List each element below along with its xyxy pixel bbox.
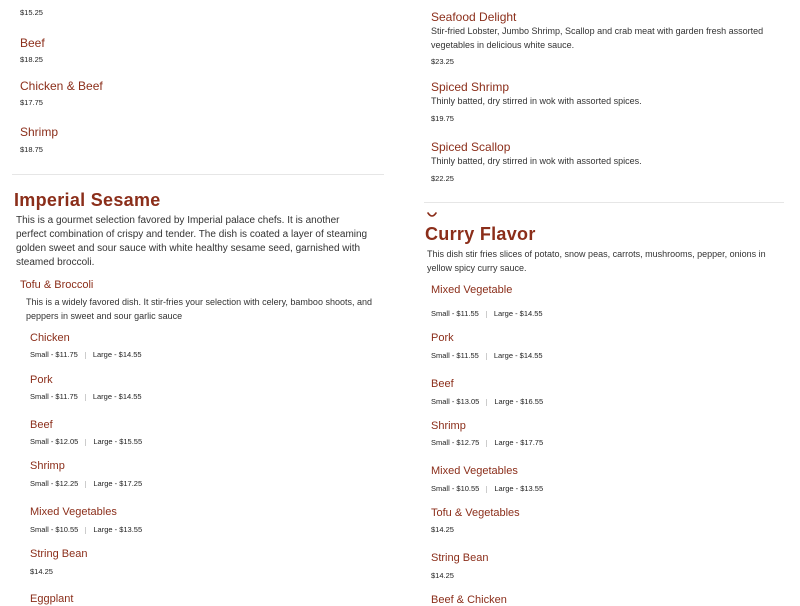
size-prices (30, 525, 142, 534)
price-separator (85, 439, 86, 446)
menu-item-string-bean[interactable]: String Bean (431, 552, 489, 564)
small-price[interactable]: Small - $12.05 (30, 437, 79, 446)
large-price[interactable]: Large - $17.75 (494, 438, 544, 447)
section-description: This is a gourmet selection favored by Imperial palace chefs. It is another perfect combination of crispy and tender. The dish is coated a layer of steaming golden sweet and sour sauce with white healthy sesame seed, garnished with steamed broccoli. (16, 215, 368, 268)
small-price[interactable]: Small - $12.75 (431, 438, 480, 447)
price-separator (486, 311, 487, 318)
small-price[interactable]: Small - $10.55 (431, 484, 480, 493)
large-price[interactable]: Large - $17.25 (93, 479, 143, 488)
price-separator (85, 527, 86, 534)
small-price[interactable]: Small - $10.55 (30, 525, 79, 534)
subsection-title: Tofu & Broccoli (20, 279, 94, 291)
price-separator (486, 486, 487, 493)
item-price: $14.25 (431, 571, 454, 580)
large-price[interactable]: Large - $14.55 (493, 309, 543, 318)
item-price: $14.25 (30, 567, 53, 576)
size-prices (431, 397, 543, 406)
section-title: Imperial Sesame (14, 190, 161, 210)
menu-item-spiced-scallop[interactable]: Spiced Scallop (431, 140, 511, 154)
large-price[interactable]: Large - $13.55 (93, 525, 143, 534)
item-price: $22.25 (431, 174, 454, 183)
menu-item-shrimp[interactable]: Shrimp (431, 420, 466, 432)
small-price[interactable]: Small - $11.75 (30, 392, 78, 401)
menu-item-spiced-shrimp[interactable]: Spiced Shrimp (431, 80, 510, 94)
menu-item-pork[interactable]: Pork (431, 332, 454, 344)
bowl-icon (427, 212, 437, 218)
menu-item-beef[interactable]: Beef (20, 36, 45, 50)
size-prices (30, 392, 142, 401)
item-price: $15.25 (20, 8, 43, 17)
item-price: $14.25 (431, 525, 454, 534)
menu-item-beef[interactable]: Beef (431, 378, 454, 390)
section-divider (424, 202, 784, 203)
size-prices (30, 350, 142, 359)
menu-item-seafood-delight[interactable]: Seafood Delight (431, 10, 517, 24)
large-price[interactable]: Large - $14.55 (92, 392, 142, 401)
size-prices (431, 484, 543, 493)
menu-item-chicken[interactable]: Chicken (30, 332, 70, 344)
section-description: This dish stir fries slices of potato, snow peas, carrots, mushrooms, pepper, onions in yellow spicy curry sauce. (427, 249, 766, 273)
menu-item-beef-chicken[interactable]: Beef & Chicken (431, 594, 507, 606)
menu-item-shrimp[interactable]: Shrimp (30, 460, 65, 472)
small-price[interactable]: Small - $11.55 (431, 351, 479, 360)
price-separator (85, 481, 86, 488)
size-prices (431, 438, 543, 447)
price-separator (486, 399, 487, 406)
size-prices (431, 309, 543, 318)
item-price: $18.75 (20, 145, 43, 154)
large-price[interactable]: Large - $14.55 (92, 350, 142, 359)
item-price: $19.75 (431, 114, 454, 123)
large-price[interactable]: Large - $15.55 (93, 437, 143, 446)
price-separator (85, 352, 86, 359)
price-separator (486, 440, 487, 447)
small-price[interactable]: Small - $11.75 (30, 350, 78, 359)
price-separator (486, 353, 487, 360)
size-prices (30, 437, 142, 446)
item-description: Thinly batted, dry stirred in wok with assorted spices. (431, 156, 642, 166)
size-prices (30, 479, 142, 488)
section-title: Curry Flavor (425, 224, 536, 244)
menu-item-eggplant[interactable]: Eggplant (30, 593, 74, 605)
menu-item-string-bean[interactable]: String Bean (30, 548, 88, 560)
large-price[interactable]: Large - $13.55 (494, 484, 544, 493)
section-divider (12, 174, 384, 175)
menu-item-mixed-vegetables[interactable]: Mixed Vegetables (30, 506, 117, 518)
menu-item-shrimp[interactable]: Shrimp (20, 125, 59, 139)
item-description: Thinly batted, dry stirred in wok with assorted spices. (431, 96, 642, 106)
menu-item-mixed-vegetable[interactable]: Mixed Vegetable (431, 284, 513, 296)
item-description: Stir-fried Lobster, Jumbo Shrimp, Scallop and crab meat with garden fresh assorted vegetables in delicious white sauce. (431, 26, 764, 50)
subsection-description: This is a widely favored dish. It stir-fries your selection with celery, bamboo shoots, and peppers in sweet and sour garlic sauce (26, 297, 372, 321)
small-price[interactable]: Small - $12.25 (30, 479, 79, 488)
menu-item-mixed-vegetables[interactable]: Mixed Vegetables (431, 465, 518, 477)
small-price[interactable]: Small - $13.05 (431, 397, 480, 406)
size-prices (431, 351, 543, 360)
small-price[interactable]: Small - $11.55 (431, 309, 479, 318)
large-price[interactable]: Large - $14.55 (493, 351, 543, 360)
menu-item-tofu-vegetables[interactable]: Tofu & Vegetables (431, 507, 520, 519)
menu-item-beef[interactable]: Beef (30, 419, 53, 431)
item-price: $23.25 (431, 57, 454, 66)
large-price[interactable]: Large - $16.55 (494, 397, 544, 406)
price-separator (85, 394, 86, 401)
menu-item-chicken-beef[interactable]: Chicken & Beef (20, 79, 103, 93)
item-price: $17.75 (20, 98, 43, 107)
item-price: $18.25 (20, 55, 43, 64)
menu-item-pork[interactable]: Pork (30, 374, 53, 386)
